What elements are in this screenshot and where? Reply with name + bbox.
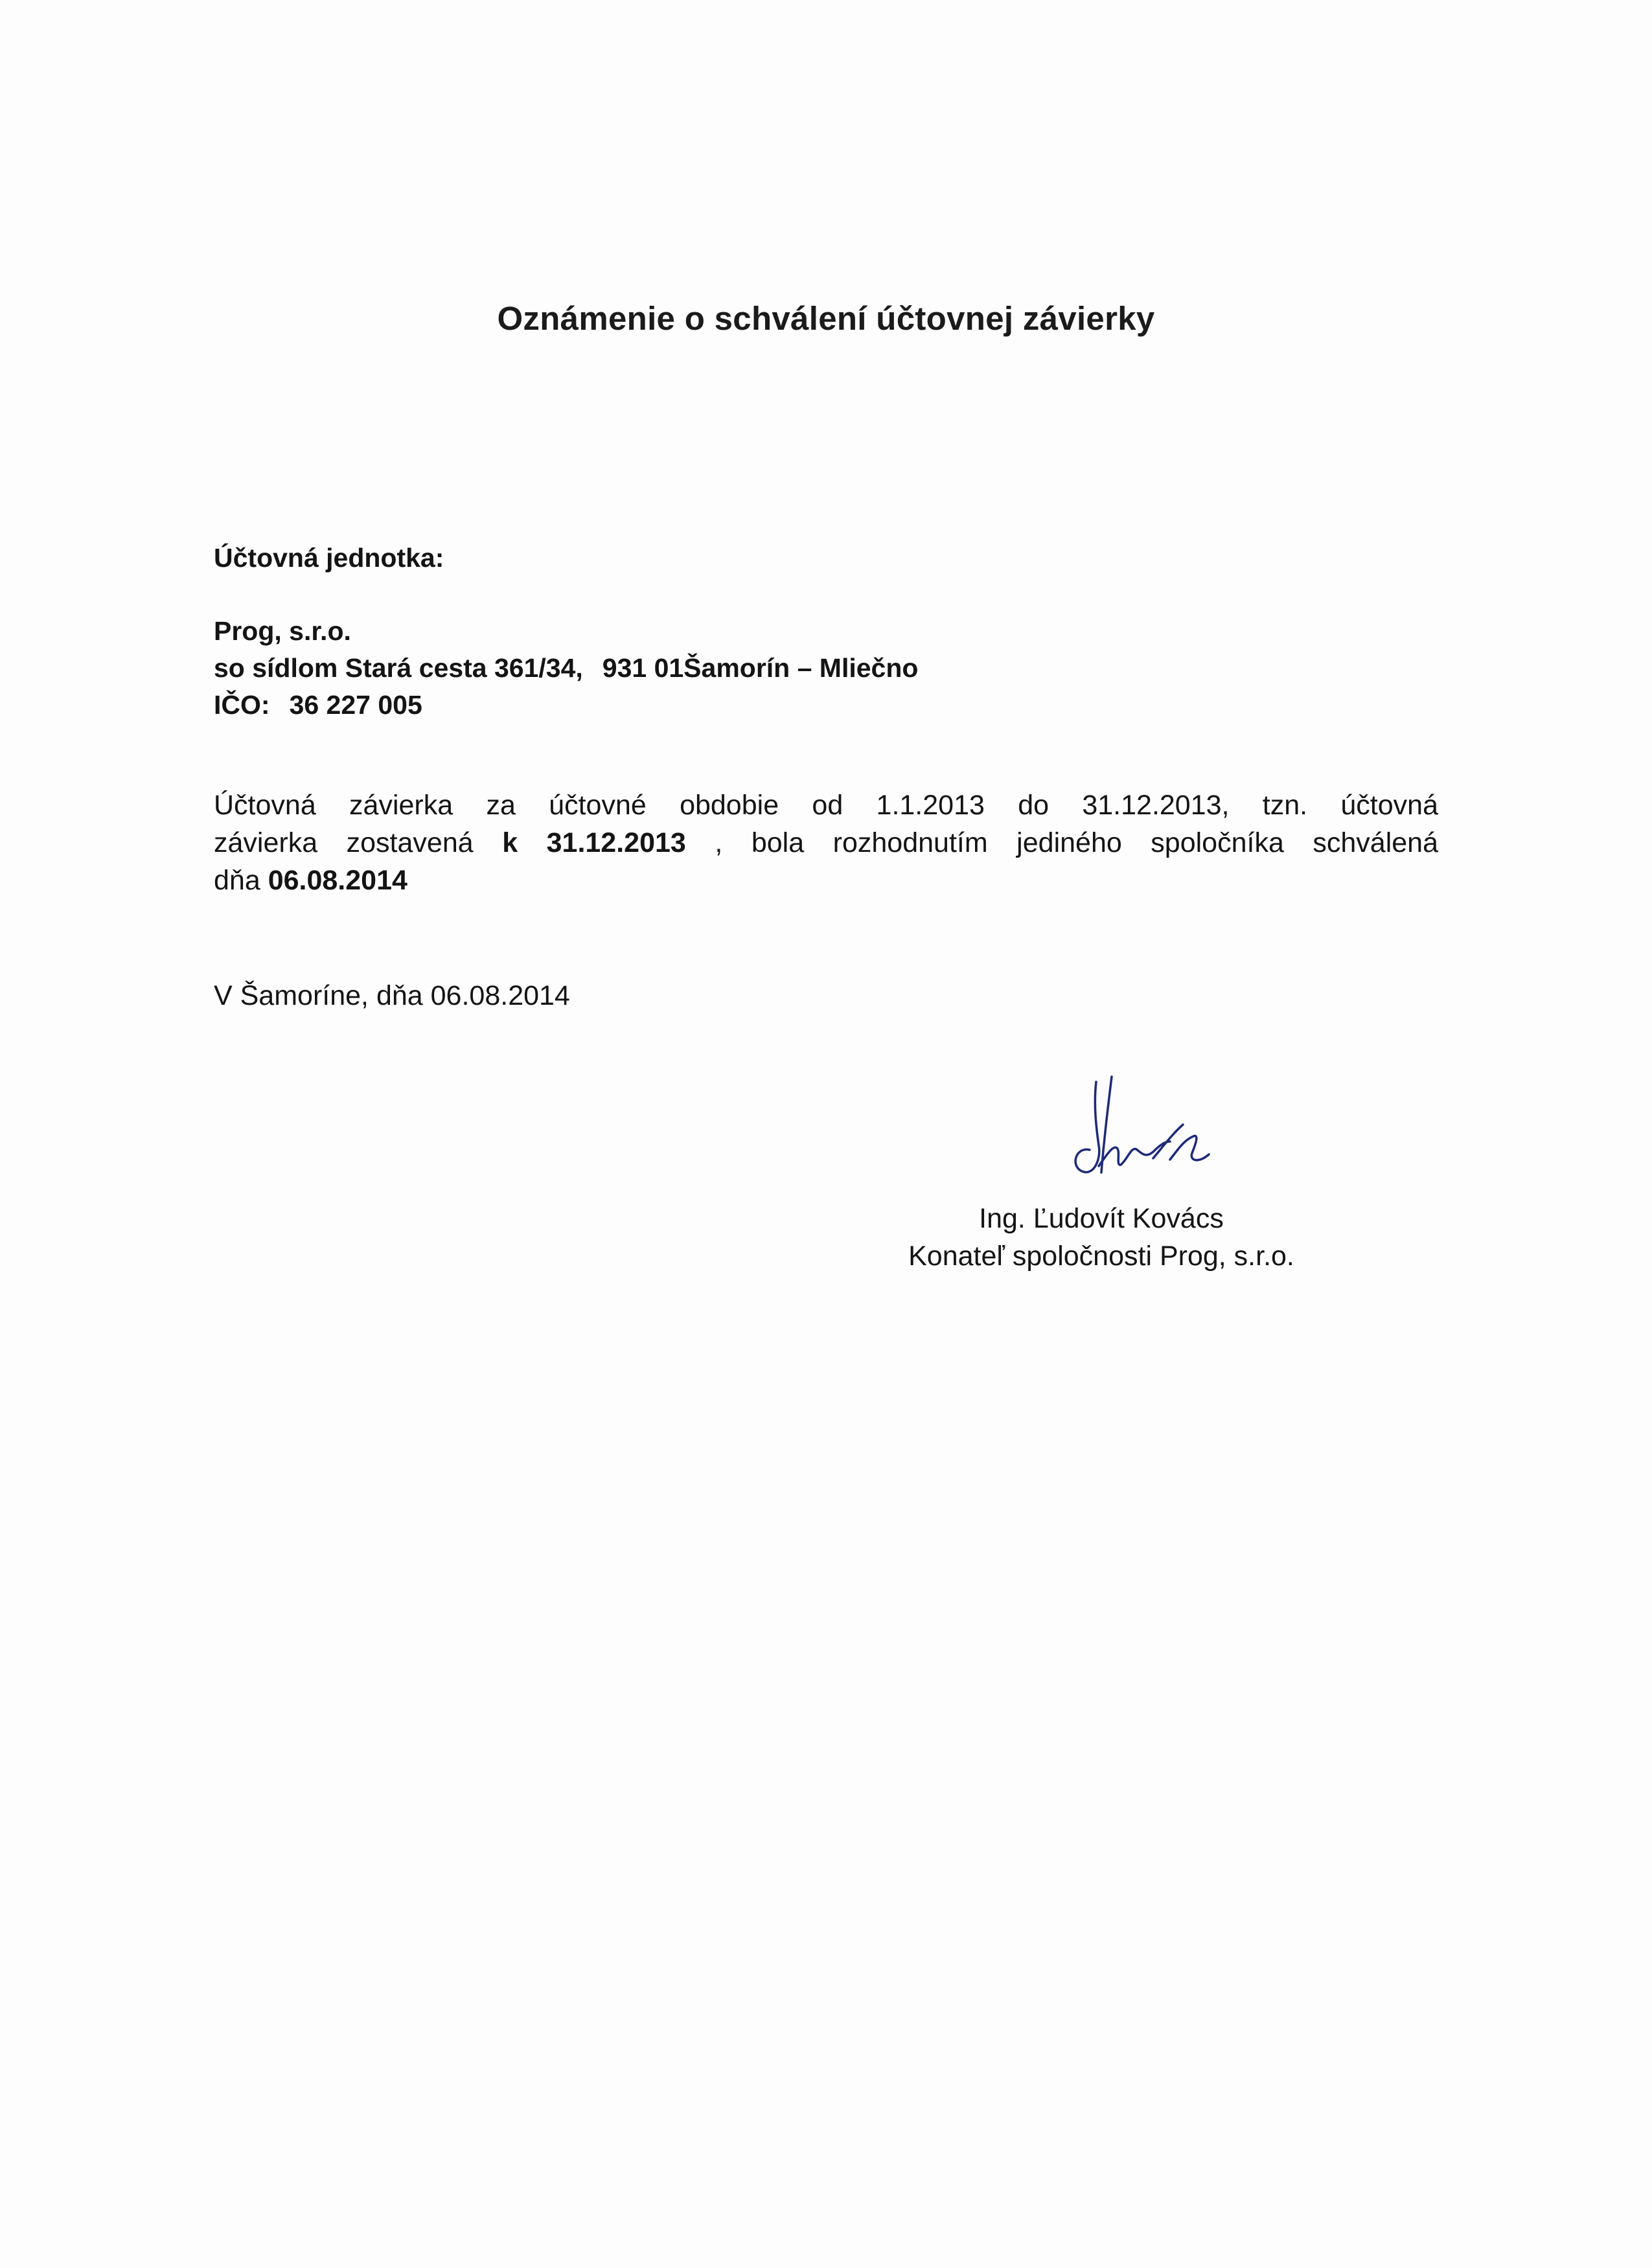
company-ico	[214, 687, 918, 724]
company-address-city: 931 01Šamorín – Mliečno	[602, 653, 919, 683]
place-and-date: V Šamoríne, dňa 06.08.2014	[214, 980, 570, 1011]
paragraph-line-1: Účtovná závierka za účtovné obdobie od 1.1.2013 do 31.12.2013, tzn. účtovná	[214, 790, 1438, 821]
paragraph-line-2-end: , bola rozhodnutím jediného spoločníka schválená	[715, 827, 1439, 858]
signer-role: Konateľ spoločnosti Prog, s.r.o.	[908, 1241, 1294, 1272]
paragraph-line-3-start: dňa	[214, 865, 260, 896]
approval-date: 06.08.2014	[268, 865, 407, 896]
approval-paragraph	[214, 786, 1438, 899]
ico-label: IČO:	[214, 690, 270, 720]
company-block	[214, 613, 918, 724]
paragraph-line-2	[214, 824, 1438, 862]
company-address	[214, 650, 918, 687]
document-title: Oznámenie o schválení účtovnej závierky	[497, 300, 1155, 337]
balance-date: k 31.12.2013	[502, 827, 686, 858]
ico-value: 36 227 005	[289, 690, 422, 720]
handwritten-signature	[1056, 1069, 1250, 1198]
signer-block	[777, 1200, 1425, 1275]
signer-name: Ing. Ľudovít Kovács	[979, 1203, 1224, 1234]
accounting-unit-label: Účtovná jednotka:	[214, 543, 444, 573]
paragraph-line-3	[214, 862, 1438, 899]
company-address-street: so sídlom Stará cesta 361/34,	[214, 653, 583, 683]
company-name: Prog, s.r.o.	[214, 616, 351, 646]
paragraph-line-2-start: závierka zostavená	[214, 827, 474, 858]
